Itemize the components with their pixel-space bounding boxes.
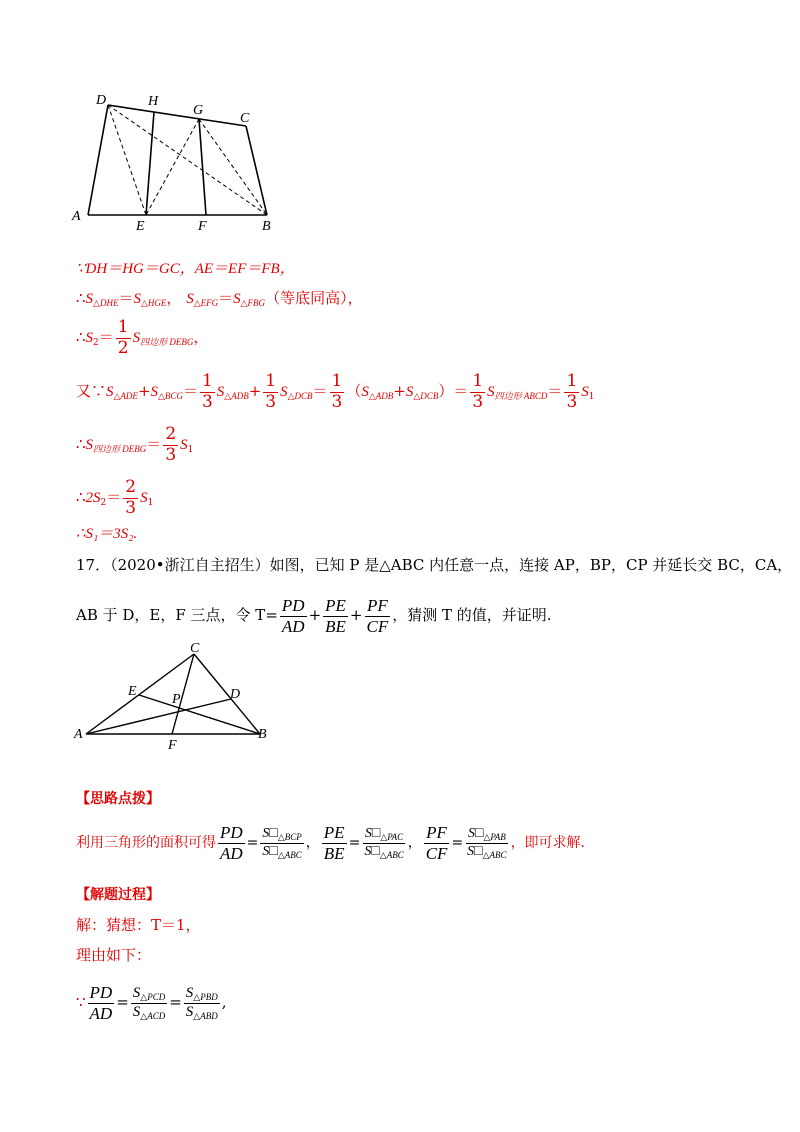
label-c: C [190, 641, 200, 656]
label-p: P [172, 692, 181, 707]
edge-dc [108, 105, 246, 126]
edge-ad [88, 105, 108, 215]
solution-reason-intro: 理由如下： [76, 946, 152, 964]
problem-17-line-2: AB 于 D，E，F 三点，令 T= $\frac{PD}{AD}$ + $\frac{PE}{BE}$ + $\frac{PF}{CF}$ ，猜测 T 的值，并证明. [76, 596, 552, 636]
label-b: B [262, 219, 271, 234]
edge-cb [194, 654, 260, 734]
proof-conclusion: ∴S₁＝3S₂. [76, 526, 138, 542]
label-c: C [240, 111, 250, 126]
segment-be [139, 695, 260, 734]
label-f: F [168, 738, 177, 753]
solution-guess: 解：猜想：T＝1， [76, 916, 201, 934]
problem-17-line-1: 17．（2020•浙江自主招生）如图，已知 P 是△ABC 内任意一点，连接 AP，BP，CP 并延长交 BC，CA， [76, 556, 793, 574]
proof-step-3: $\therefore S_2=$ $\frac{1}{2}$ $S_{四边形 DEBG}$， [76, 317, 209, 358]
label-d: D [96, 93, 107, 108]
proof-step-2: $\therefore S_{\triangle DHE}=S_{\triangle HGE}$， $S_{\triangle EFG}=S_{\triangle FBG}$（等底同高）， [76, 289, 363, 308]
label-a: A [74, 727, 83, 742]
equal-base-height-note: （等底同高）， [265, 289, 363, 307]
label-b: B [258, 727, 267, 742]
proof-step-6: $\therefore 2S_2=$ $\frac{2}{3}$ $S_1$ [76, 477, 154, 518]
label-g: G [193, 103, 204, 118]
label-f: F [198, 219, 207, 234]
trapezoid-figure [60, 88, 300, 238]
dash-gb [199, 119, 267, 215]
segment-ad [86, 699, 231, 734]
segment-he [146, 112, 154, 215]
hint-heading: 【思路点拨】 [76, 791, 160, 807]
triangle-figure [68, 638, 288, 753]
segment-gf [199, 119, 206, 215]
label-h: H [148, 94, 159, 109]
edge-cb [246, 126, 267, 215]
dash-ge [146, 119, 199, 215]
proof-step-5: $\therefore S_{四边形 DEBG}=$ $\frac{2}{3}$ $S_1$ [76, 424, 194, 465]
solution-heading: 【解题过程】 [76, 887, 160, 903]
proof-step-1 [76, 257, 295, 278]
label-e: E [128, 684, 137, 699]
label-e: E [136, 219, 145, 234]
label-a: A [72, 209, 81, 224]
hint-text: 利用三角形的面积可得 $\frac{PD}{AD}$ = $\frac{S□_{\triangle BCP}}{S□_{\triangle ABC}}$ ， $\frac{PE}{BE}$ = $\frac{S□_{\triangle PAC}}{S□_{\triangle ABC}}$ ， $\frac{PF}{CF}$ = $\frac{S□_{\triangle PAB}}{S□_{\triangle ABC}}$ ，即可求解. [76, 823, 586, 863]
proof-step-4: 又$\because S_{\triangle ADE}+S_{\triangle BCG}=$ $\frac{1}{3}$ $S_{\triangle ADB}+$ $\frac{1}{3}$ $S_{\triangle DCB}=$ $\frac{1}{3}$ $(S_{\triangle ADB}+S_{\triangle DCB})=$ $\frac{1}{3}$ $S_{四边形 ABCD}=$ $\frac{1}{3}$ $S_1$ [76, 371, 595, 412]
label-d: D [230, 687, 241, 702]
because-symbol: ∵ [76, 261, 86, 277]
dash-de [108, 105, 146, 215]
solution-equation: ∵ $\frac{PD}{AD}$ = $\frac{S_{\triangle PCD}}{S_{\triangle ACD}}$ = $\frac{S_{\triangle PBD}}{S_{\triangle ABD}}$ , [76, 983, 227, 1023]
equal-segments-text: DH＝HG＝GC，AE＝EF＝FB， [85, 261, 295, 277]
